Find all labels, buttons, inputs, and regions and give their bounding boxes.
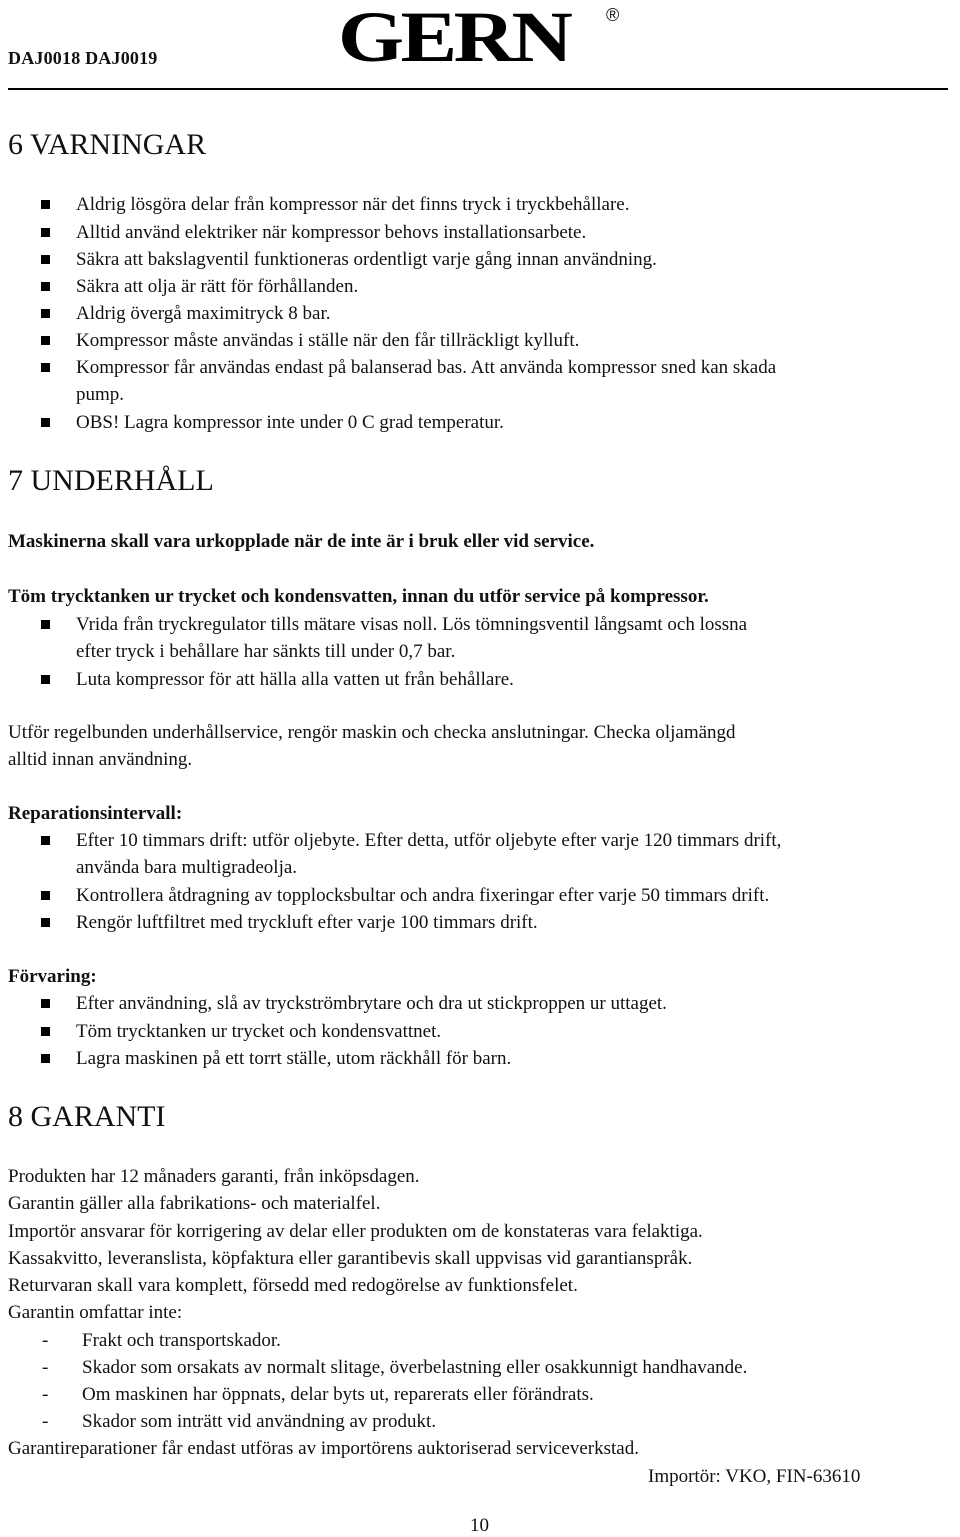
repair-item-continuation: använda bara multigradeolja. xyxy=(76,857,298,878)
warranty-line: Kassakvitto, leveranslista, köpfaktura eller garantibevis skall uppvisas vid garantianspråk. xyxy=(8,1248,693,1269)
bullet-icon xyxy=(41,200,50,209)
maintenance-item: Vrida från tryckregulator tills mätare visas noll. Lös tömningsventil långsamt och lossna xyxy=(76,614,748,635)
bullet-icon xyxy=(41,336,50,345)
warning-item: Aldrig övergå maximitryck 8 bar. xyxy=(76,303,331,324)
bullet-icon xyxy=(41,363,50,372)
bullet-icon xyxy=(41,999,50,1008)
dash-marker: - xyxy=(42,1411,49,1432)
section-7-title: 7 UNDERHÅLL xyxy=(8,464,214,497)
bullet-icon xyxy=(41,255,50,264)
bullet-icon xyxy=(41,228,50,237)
bullet-icon xyxy=(41,675,50,684)
brand-logo-text: GERN xyxy=(338,0,570,77)
warning-item: Säkra att olja är rätt för förhållanden. xyxy=(76,276,359,297)
exclusion-item: Skador som inträtt vid användning av produkt. xyxy=(82,1411,437,1432)
repair-item: Rengör luftfiltret med tryckluft efter varje 100 timmars drift. xyxy=(76,912,538,933)
storage-heading: Förvaring: xyxy=(8,966,97,987)
page-number: 10 xyxy=(470,1515,489,1536)
warranty-line: Importör ansvarar för korrigering av delar eller produkten om de konstateras vara felaktiga. xyxy=(8,1221,703,1242)
section-8-title: 8 GARANTI xyxy=(8,1100,166,1133)
bullet-icon xyxy=(41,1054,50,1063)
dash-marker: - xyxy=(42,1384,49,1405)
maintenance-item-continuation: efter tryck i behållare har sänkts till under 0,7 bar. xyxy=(76,641,456,662)
warning-item: Kompressor får användas endast på balanserad bas. Att använda kompressor sned kan skada xyxy=(76,357,777,378)
bullet-icon xyxy=(41,836,50,845)
header-rule xyxy=(8,88,948,90)
importer-info: Importör: VKO, FIN-63610 xyxy=(648,1466,861,1487)
bullet-icon xyxy=(41,1027,50,1036)
maintenance-note: Töm trycktanken ur trycket och kondensvatten, innan du utför service på kompressor. xyxy=(8,586,709,607)
exclusion-item: Skador som orsakats av normalt slitage, överbelastning eller osakkunnigt handhavande. xyxy=(82,1357,748,1378)
storage-item: Efter användning, slå av tryckströmbrytare och dra ut stickproppen ur uttaget. xyxy=(76,993,667,1014)
storage-item: Töm trycktanken ur trycket och kondensvattnet. xyxy=(76,1021,442,1042)
repair-interval-heading: Reparationsintervall: xyxy=(8,803,183,824)
bullet-icon xyxy=(41,620,50,629)
bullet-icon xyxy=(41,309,50,318)
storage-item: Lagra maskinen på ett torrt ställe, utom räckhåll för barn. xyxy=(76,1048,512,1069)
repair-item: Kontrollera åtdragning av topplocksbultar och andra fixeringar efter varje 50 timmars drift. xyxy=(76,885,770,906)
warranty-line: Garantin omfattar inte: xyxy=(8,1302,183,1323)
section-6-title: 6 VARNINGAR xyxy=(8,128,207,161)
brand-logo xyxy=(338,0,628,77)
repair-item: Efter 10 timmars drift: utför oljebyte. Efter detta, utför oljebyte efter varje 120 timmars drift, xyxy=(76,830,782,851)
maintenance-item: Luta kompressor för att hälla alla vatten ut från behållare. xyxy=(76,669,514,690)
warning-item-continuation: pump. xyxy=(76,384,125,405)
warning-item: Alltid använd elektriker när kompressor behovs installationsarbete. xyxy=(76,222,587,243)
document-code: DAJ0018 DAJ0019 xyxy=(8,48,158,68)
warranty-line: Garantin gäller alla fabrikations- och materialfel. xyxy=(8,1193,381,1214)
registered-mark: ® xyxy=(606,5,620,25)
warranty-line: Returvaran skall vara komplett, försedd med redogörelse av funktionsfelet. xyxy=(8,1275,578,1296)
dash-marker: - xyxy=(42,1357,49,1378)
exclusion-item: Om maskinen har öppnats, delar byts ut, reparerats eller förändrats. xyxy=(82,1384,594,1405)
exclusion-item: Frakt och transportskador. xyxy=(82,1330,281,1351)
bullet-icon xyxy=(41,282,50,291)
bullet-icon xyxy=(41,918,50,927)
maintenance-note: Maskinerna skall vara urkopplade när de inte är i bruk eller vid service. xyxy=(8,531,595,552)
warning-item: OBS! Lagra kompressor inte under 0 C grad temperatur. xyxy=(76,412,504,433)
warranty-final: Garantireparationer får endast utföras av importörens auktoriserad serviceverkstad. xyxy=(8,1438,639,1459)
service-paragraph-continuation: alltid innan användning. xyxy=(8,749,193,770)
dash-marker: - xyxy=(42,1330,49,1351)
warranty-line: Produkten har 12 månaders garanti, från inköpsdagen. xyxy=(8,1166,420,1187)
warning-item: Aldrig lösgöra delar från kompressor när det finns tryck i tryckbehållare. xyxy=(76,194,630,215)
service-paragraph: Utför regelbunden underhållservice, rengör maskin och checka anslutningar. Checka oljamängd xyxy=(8,722,736,743)
bullet-icon xyxy=(41,418,50,427)
warning-item: Säkra att bakslagventil funktioneras ordentligt varje gång innan användning. xyxy=(76,249,657,270)
bullet-icon xyxy=(41,891,50,900)
warning-item: Kompressor måste användas i ställe när den får tillräckligt kylluft. xyxy=(76,330,580,351)
